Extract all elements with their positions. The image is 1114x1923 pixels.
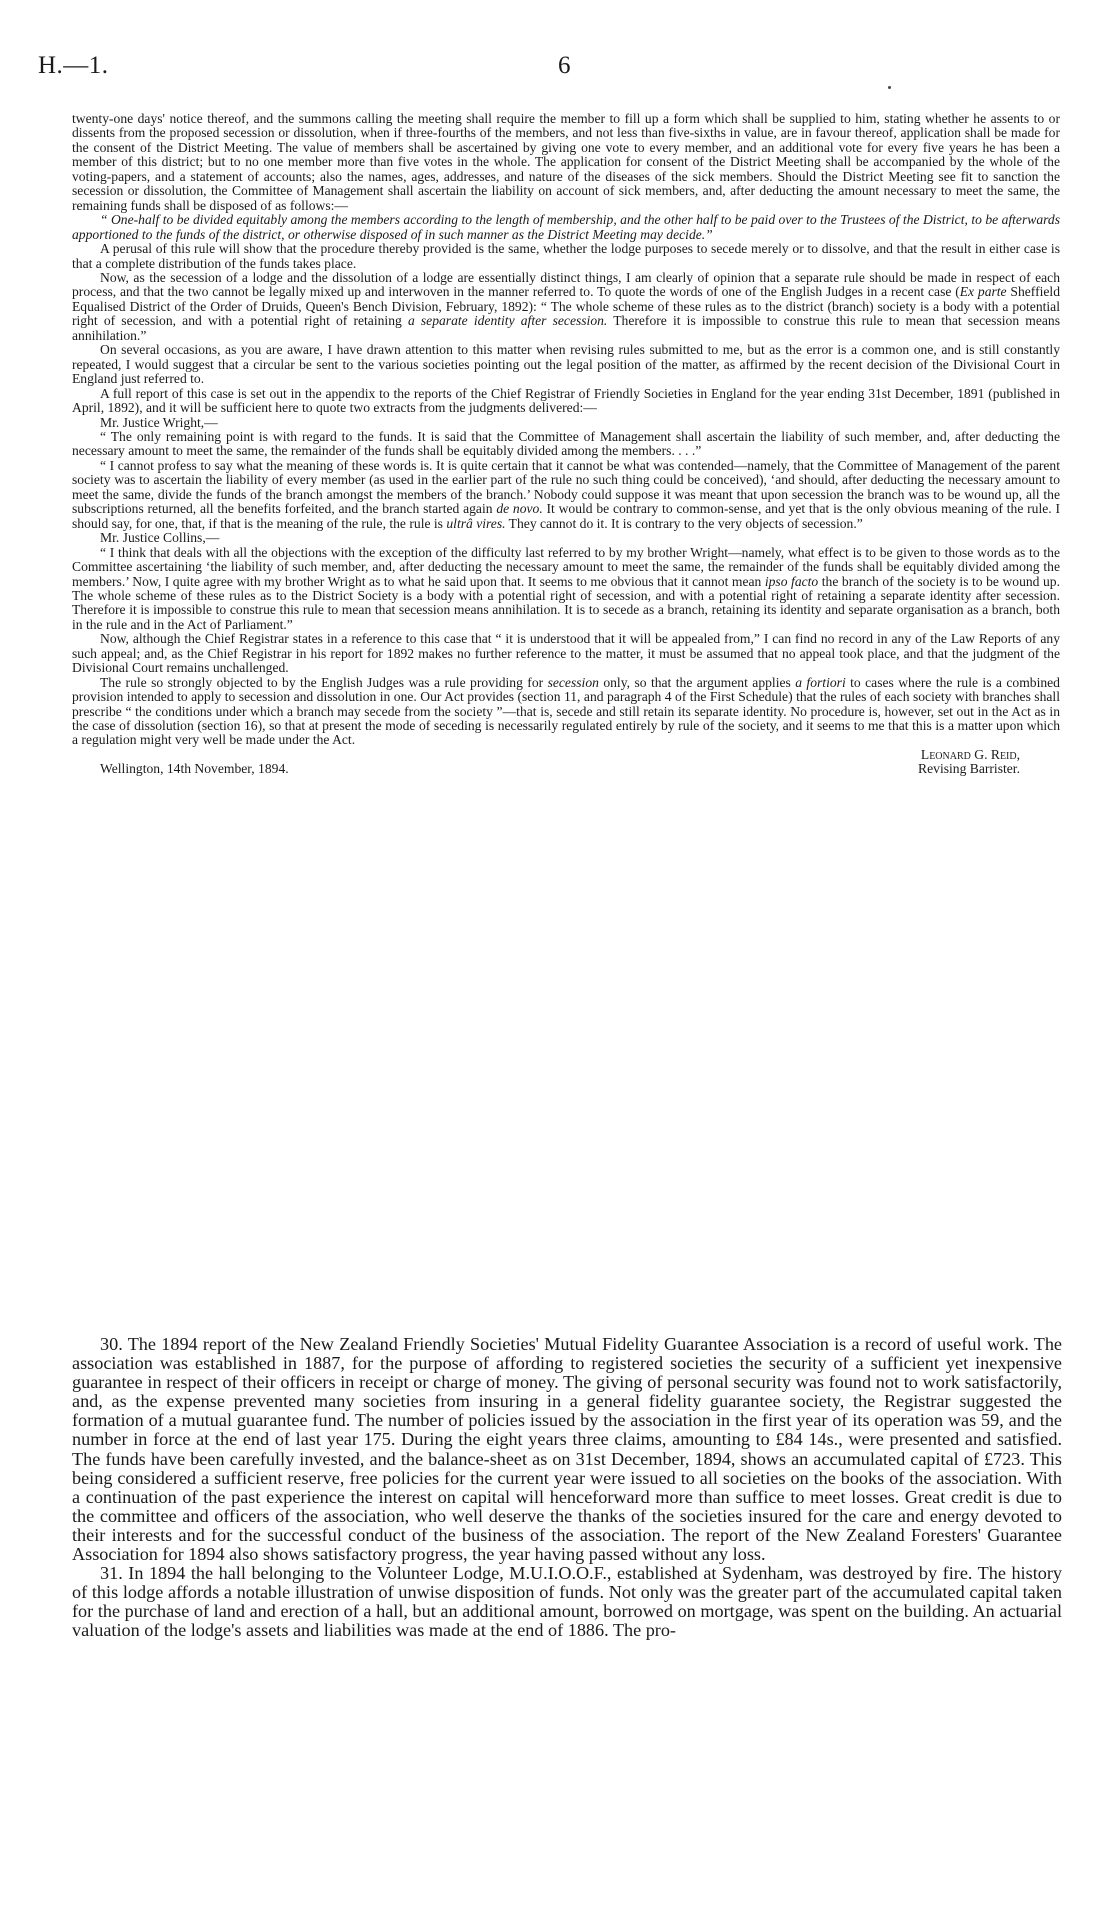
text-run: to cases where the rule is a combined provision intended to apply to secession and dissolution in one. Our Act provides (section 11, and paragraph 4 of the First Schedule) that the rules of each society with branches shall prescribe “ the conditions under which a branch may secede from the society ”—that is, secede and still retain its separate identity. No procedure is, however, set out in the Act as in the case of dissolution (section 16), so that at present the mode of seceding is necessarily regulated entirely by rule of the society, and it seems to me that this is a matter upon which a regulation might very well be made under the Act. xyxy=(72,674,1060,748)
italic-run: ipso facto xyxy=(764,573,819,589)
page-header xyxy=(38,52,1038,92)
page-number: 6 xyxy=(558,52,571,79)
main-text xyxy=(72,1335,1062,1641)
signatory-name: Leonard G. Reid, xyxy=(920,746,1020,762)
judgment-quote: “ The only remaining point is with regard to the funds. It is said that the Committee of Management shall ascertain the liability of such member, and, after deducting the necessary amount to meet the same, the remainder of the funds shall be equitably divided among the members. . . .” xyxy=(72,428,1060,459)
paragraph-31: 31. In 1894 the hall belonging to the Volunteer Lodge, M.U.I.O.O.F., established at Sydenham, was destroyed by fire. The history of this lodge affords a notable illustration of unwise disposition of funds. Not only was the greater part of the accumulated capital taken for the purchase of land and erection of a hall, but an additional amount, borrowed on mortgage, was spent on the building. An actuarial valuation of the lodge's assets and liabilities was made at the end of 1886. The pro- xyxy=(72,1563,1062,1641)
signature-block xyxy=(72,748,1060,777)
text-run: “ I think that deals with all the objections with the exception of the difficulty last referred to by my brother Wright—namely, what effect is to be given to those words as to the Committee ascertaining ‘the liability of such member, and, after deducting the necessary amount to meet the same, the remainder of the funds shall be equitably divided among the members.’ Now, I quite agree with my brother Wright as to what he said upon that. It seems to me obvious that it cannot mean xyxy=(72,544,1060,589)
judge-heading: Mr. Justice Collins,— xyxy=(100,530,220,546)
document-reference: H.—1. xyxy=(38,52,109,79)
text-run: Now, as the secession of a lodge and the dissolution of a lodge are essentially distinct things, I am clearly of opinion that a separate rule should be made in respect of each process, and that the two cannot be legally mixed up and interwoven in the manner referred to. To quote the words of one of the English Judges in a recent case ( xyxy=(72,269,1060,300)
text-run: Sheffield Equalised District of the Order of Druids, Queen's Bench Division, February, 1892): “ The whole scheme of these rules as to the district (branch) society is a body with a potential right of secession, and with a potential right of retaining xyxy=(72,284,1060,329)
report-paragraph: A perusal of this rule will show that the procedure thereby provided is the same, whether the lodge purposes to secede merely or to dissolve, and that the result in either case is that a complete distribution of the funds takes place. xyxy=(72,241,1060,271)
judgment-quote xyxy=(72,459,1060,531)
italic-run: secession xyxy=(547,674,599,690)
report-paragraph xyxy=(72,271,1060,343)
rule-quotation xyxy=(72,213,1060,242)
text-run: Therefore it is impossible to construe this rule to mean that secession means annihilation.” xyxy=(72,313,1060,343)
italic-run: de novo. xyxy=(496,501,543,517)
italic-run: a separate identity after secession. xyxy=(407,313,608,329)
italic-run: a fortiori xyxy=(795,674,846,690)
report-paragraph: On several occasions, as you are aware, I have drawn attention to this matter when revising rules submitted to me, but as the error is a common one, and is still constantly repeated, I would suggest that a circular be sent to the various societies pointing out the legal position of the matter, as affirmed by the recent decision of the Divisional Court in England just referred to. xyxy=(72,342,1060,387)
paragraph-30: 30. The 1894 report of the New Zealand Friendly Societies' Mutual Fidelity Guarantee Association is a record of useful work. The association was established in 1887, for the purpose of affording to registered societies the security of a sufficient yet inexpensive guarantee in respect of their officers in receipt or charge of money. The giving of personal security was found not to work satisfactorily, and, as the expense prevented many societies from insuring in a general fidelity guarantee society, the Registrar suggested the formation of a mutual guarantee fund. The number of policies issued by the association in the first year of its operation was 59, and the number in force at the end of last year 175. During the eight years three claims, amounting to £84 14s., were presented and satisfied. The funds have been carefully invested, and the balance-sheet as on 31st December, 1894, shows an accumulated capital of £723. This being considered a sufficient reserve, free policies for the current year were issued to all societies on the books of the association. With a continuation of the past experience the interest on capital will henceforward more than suffice to meet losses. Great credit is due to the committee and officers of the association, who well deserve the thanks of the societies insured for the care and energy devoted to their interests and for the successful conduct of the business of the association. The report of the New Zealand Foresters' Guarantee Association for 1894 also shows satisfactory progress, the year having passed without any loss. xyxy=(72,1334,1062,1565)
report-paragraph: twenty-one days' notice thereof, and the summons calling the meeting shall require the member to fill up a form which shall be supplied to him, stating whether he assents to or dissents from the proposed secession or dissolution, when if three-fourths of the members, and not less than five-sixths in value, are in favour thereof, application shall be made for the consent of the District Meeting. The value of members shall be ascertained by giving one vote to every member, and an additional vote for every five years he has been a member of this district; but to no one member more than five votes in the whole. The application for consent of the District Meeting shall be accompanied by the whole of the voting-papers, and a statement of accounts; also the names, ages, addresses, and nature of the diseases of the sick members. Should the District Meeting see fit to sanction the secession or dissolution, the Committee of Management shall ascertain the liability on account of sick members, and, after deducting the amount necessary to meet the same, the remaining funds shall be disposed of as follows:— xyxy=(72,111,1060,213)
quotation-text: “ One-half to be divided equitably among the members according to the length of membership, and the other half to be paid over to the Trustees of the District, to be afterwards apportioned to the funds of the district, or otherwise disposed of in such manner as the District Meeting may decide.” xyxy=(72,212,1060,242)
report-paragraph: A full report of this case is set out in the appendix to the reports of the Chief Registrar of Friendly Societies in England for the year ending 31st December, 1891 (published in April, 1892), and it will be sufficient here to quote two extracts from the judgments delivered:— xyxy=(72,385,1060,416)
text-run: The rule so strongly objected to by the English Judges was a rule providing for xyxy=(100,674,548,690)
text-run: They cannot do it. It is contrary to the very objects of secession.” xyxy=(505,515,863,531)
text-run: the branch of the society is to be wound up. The whole scheme of these rules as to the District Society is a body with a potential right of secession, and with a potential right of retaining a separate identity after secession. Therefore it is impossible to construe this rule to mean that secession means annihilation. It is to secede as a branch, retaining its identity and separate organisation as a branch, both in the rule and in the Act of Parliament.” xyxy=(72,573,1060,632)
judgment-quote xyxy=(72,546,1060,633)
text-run: only, so that the argument applies xyxy=(598,674,796,690)
text-run: “ I cannot profess to say what the meaning of these words is. It is quite certain that it cannot be what was contended—namely, that the Committee of Management of the parent society was to ascertain the liability of every member (as used in the earlier part of the rule no such thing could be conceived), ‘and should, after deducting the necessary amount to meet the same, divide the funds of the branch amongst the members of the branch.’ Nobody could suppose it was meant that upon secession the branch was to be wound up, all the subscriptions returned, all the benefits forfeited, and the branch started again xyxy=(72,457,1060,517)
report-paragraph xyxy=(72,676,1060,748)
text-run: It would be contrary to common-sense, and yet that is the only obvious meaning of the rule. I should say, for one, that, if that is the meaning of the rule, the rule is xyxy=(72,501,1060,531)
place-and-date: Wellington, 14th November, 1894. xyxy=(100,760,289,776)
report-paragraph: Now, although the Chief Registrar states in a reference to this case that “ it is understood that it will be appealed from,” I can find no record in any of the Law Reports of any such appeal; and, as the Chief Registrar in his report for 1892 makes no further reference to the matter, it must be assumed that no appeal took place, and that the judgment of the Divisional Court remains unchallenged. xyxy=(72,631,1060,676)
judge-heading: Mr. Justice Wright,— xyxy=(100,414,218,430)
italic-run: Ex parte xyxy=(959,284,1007,300)
signatory-title: Revising Barrister. xyxy=(918,760,1020,776)
barrister-report xyxy=(72,112,1060,777)
print-mark xyxy=(888,86,891,89)
italic-run: ultrâ vires. xyxy=(446,515,506,531)
